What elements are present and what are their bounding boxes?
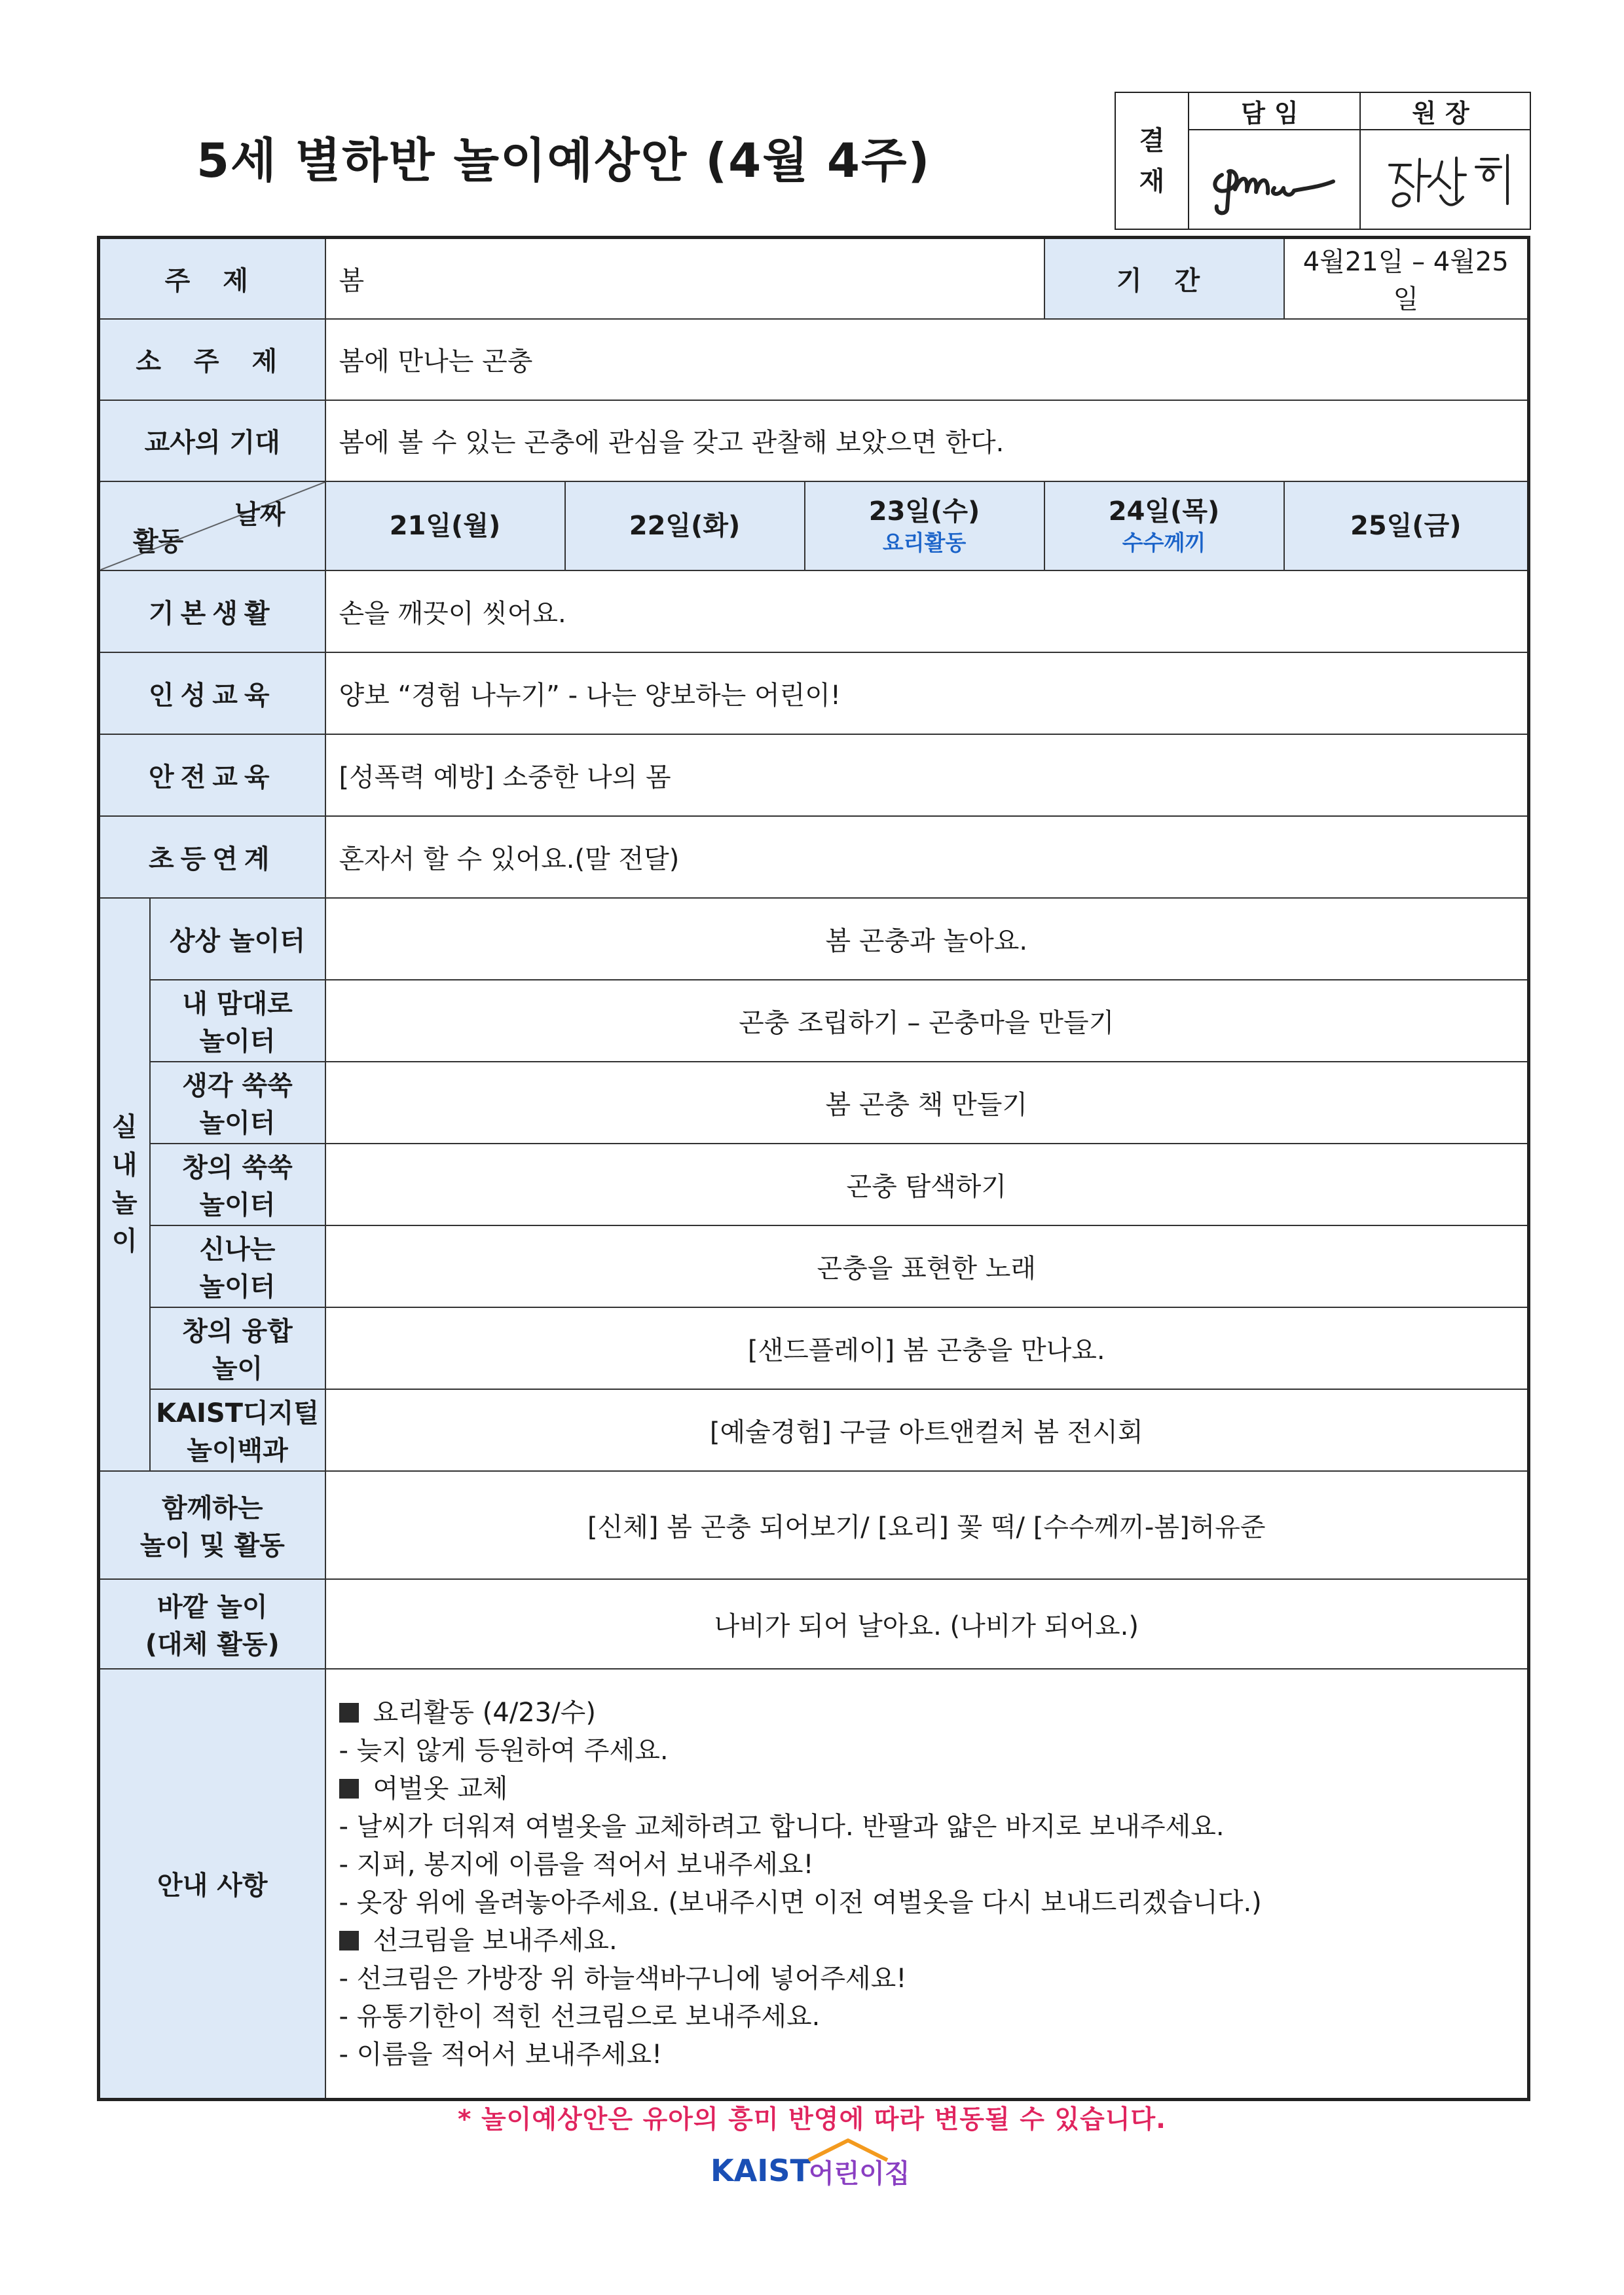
outdoor-value: 나비가 되어 날아요. (나비가 되어요.)	[325, 1579, 1529, 1669]
indoor-play-label: 실 내 놀 이	[99, 898, 150, 1471]
notice-line: - 날씨가 더워져 여벌옷을 교체하려고 합니다. 반팔과 얇은 바지로 보내주세요.	[339, 1811, 1225, 1842]
table-row	[99, 734, 1529, 816]
subtheme-label: 소 주 제	[99, 319, 325, 400]
together-value: [신체] 봄 곤충 되어보기/ [요리] 꽃 떡/ [수수께끼-봄]허유준	[325, 1471, 1529, 1579]
logo-text-kindergarten: 어린이집	[809, 2159, 910, 2189]
notice-line: 선크림을 보내주세요.	[339, 1922, 1515, 1960]
approval-box	[1115, 92, 1531, 230]
table-row	[99, 816, 1529, 898]
square-bullet-icon	[339, 1779, 359, 1799]
director-signature-image	[1370, 136, 1521, 221]
page-title: 5세 별하반 놀이예상안 (4월 4주)	[196, 133, 931, 188]
table-row	[99, 652, 1529, 734]
indoor-area-value: 곤충 조립하기 – 곤충마을 만들기	[325, 980, 1529, 1062]
outdoor-row	[99, 1579, 1529, 1669]
approval-teacher-label: 담임	[1189, 92, 1360, 130]
square-bullet-icon	[339, 1931, 359, 1950]
notice-line: - 지퍼, 봉지에 이름을 적어서 보내주세요!	[339, 1849, 814, 1880]
kaist-kindergarten-logo	[710, 2136, 927, 2195]
subtheme-row	[99, 319, 1529, 400]
days-header-row	[99, 481, 1529, 570]
indoor-area-label: KAIST디지털 놀이백과	[150, 1389, 325, 1471]
day-column-header: 23일(수) 요리활동	[805, 481, 1044, 570]
square-bullet-icon	[339, 1703, 359, 1723]
indoor-area-label: 생각 쑥쑥 놀이터	[150, 1062, 325, 1144]
indoor-row	[99, 980, 1529, 1062]
notice-line: - 선크림은 가방장 위 하늘색바구니에 넣어주세요!	[339, 1963, 907, 1994]
expectation-row	[99, 400, 1529, 481]
notice-row	[99, 1669, 1529, 2100]
outdoor-label: 바깥 놀이 (대체 활동)	[99, 1579, 325, 1669]
period-label: 기 간	[1044, 238, 1284, 319]
notice-line: 여벌옷 교체	[339, 1770, 1515, 1808]
notice-line: - 이름을 적어서 보내주세요!	[339, 2039, 663, 2070]
day-column-header: 21일(월)	[325, 481, 565, 570]
day-column-header: 25일(금)	[1284, 481, 1529, 570]
indoor-row	[99, 1389, 1529, 1471]
day-column-header: 22일(화)	[565, 481, 805, 570]
indoor-area-value: 봄 곤충과 놀아요.	[325, 898, 1529, 980]
day-note: 요리활동	[882, 529, 967, 555]
indoor-area-value: [샌드플레이] 봄 곤충을 만나요.	[325, 1307, 1529, 1389]
indoor-area-value: [예술경험] 구글 아트앤컬처 봄 전시회	[325, 1389, 1529, 1471]
expectation-value: 봄에 볼 수 있는 곤충에 관심을 갖고 관찰해 보았으면 한다.	[325, 400, 1529, 481]
notice-line: - 유통기한이 적힌 선크림으로 보내주세요.	[339, 2001, 821, 2032]
indoor-row	[99, 1144, 1529, 1225]
together-label: 함께하는 놀이 및 활동	[99, 1471, 325, 1579]
indoor-row	[99, 1225, 1529, 1307]
logo-roof-icon	[809, 2140, 887, 2160]
indoor-area-value: 곤충을 표현한 노래	[325, 1225, 1529, 1307]
row-value: 양보 “경험 나누기” - 나는 양보하는 어린이!	[325, 652, 1529, 734]
theme-label: 주 제	[99, 238, 325, 319]
date-activity-header	[99, 481, 325, 570]
approval-side-label: 결 재	[1115, 92, 1189, 229]
row-label: 초등연계	[99, 816, 325, 898]
theme-value: 봄	[325, 238, 1044, 319]
notice-line: 요리활동 (4/23/수)	[339, 1694, 1515, 1732]
indoor-row	[99, 1062, 1529, 1144]
together-row	[99, 1471, 1529, 1579]
activity-header-label: 활동	[133, 526, 184, 557]
theme-row	[99, 238, 1529, 319]
approval-director-label: 원장	[1360, 92, 1530, 130]
expectation-label: 교사의 기대	[99, 400, 325, 481]
indoor-area-label: 상상 놀이터	[150, 898, 325, 980]
row-label: 안전교육	[99, 734, 325, 816]
row-value: 혼자서 할 수 있어요.(말 전달)	[325, 816, 1529, 898]
row-label: 인성교육	[99, 652, 325, 734]
notice-line: - 늦지 않게 등원하여 주세요.	[339, 1735, 669, 1766]
indoor-area-label: 신나는 놀이터	[150, 1225, 325, 1307]
director-signature	[1360, 130, 1530, 229]
teacher-signature	[1189, 130, 1360, 229]
indoor-row	[99, 1307, 1529, 1389]
notice-line: - 옷장 위에 올려놓아주세요. (보내주시면 이전 여벌옷을 다시 보내드리겠습니다.)	[339, 1887, 1262, 1918]
indoor-row	[99, 898, 1529, 980]
indoor-area-label: 창의 융합 놀이	[150, 1307, 325, 1389]
indoor-area-label: 창의 쑥쑥 놀이터	[150, 1144, 325, 1225]
notice-label: 안내 사항	[99, 1669, 325, 2100]
date-header-label: 날짜	[234, 499, 286, 530]
logo-text-kaist: KAIST	[710, 2153, 811, 2188]
row-value: 손을 깨끗이 씻어요.	[325, 570, 1529, 652]
notice-content	[325, 1669, 1529, 2100]
row-label: 기본생활	[99, 570, 325, 652]
indoor-area-value: 봄 곤충 책 만들기	[325, 1062, 1529, 1144]
table-row	[99, 570, 1529, 652]
teacher-signature-image	[1196, 136, 1353, 221]
plan-table	[97, 236, 1530, 2101]
day-note: 수수께끼	[1122, 529, 1206, 555]
subtheme-value: 봄에 만나는 곤충	[325, 319, 1529, 400]
row-value: [성폭력 예방] 소중한 나의 몸	[325, 734, 1529, 816]
indoor-area-value: 곤충 탐색하기	[325, 1144, 1529, 1225]
footer-note: * 놀이예상안은 유아의 흥미 반영에 따라 변동될 수 있습니다.	[457, 2105, 1166, 2135]
indoor-area-label: 내 맘대로 놀이터	[150, 980, 325, 1062]
period-value: 4월21일 – 4월25일	[1284, 238, 1529, 319]
day-column-header: 24일(목) 수수께끼	[1044, 481, 1284, 570]
